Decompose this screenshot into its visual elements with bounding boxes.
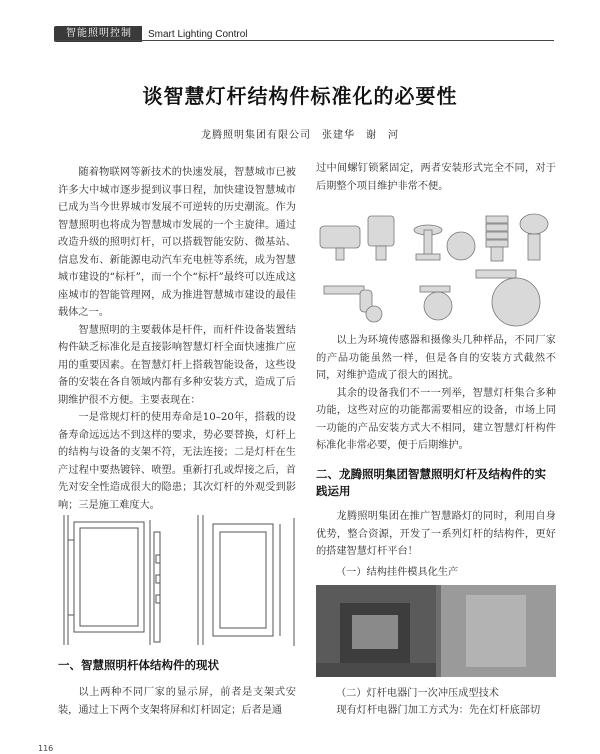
subheading-1: （一）结构挂件模具化生产: [336, 567, 459, 578]
article-title: 谈智慧灯杆结构件标准化的必要性: [142, 84, 458, 108]
display-screen-drawings: [58, 510, 298, 650]
right-body-text: [316, 508, 556, 561]
page-number: 116: [38, 744, 54, 753]
section-heading-1: 一、智慧照明杆体结构件的现状: [58, 658, 219, 672]
paragraph: 随着物联网等新技术的快速发展，智慧城市已被许多大中城市逐步提到议事日程，加快建设智慧城市已成为当今世界城市发展不可逆转的历史潮流。作为智慧照明也将成为智慧城市发展的一个主旋律。通过改造升级的照明灯杆，可以搭载智能安防、微基站、信息发布、新能源电动汽车充电桩等系统，成为智慧城市建设的“标杆”，而一个个“标杆”最终可以连成这座城市的智能管理网，成为推进智慧城市建设的最佳载体之一。: [58, 167, 296, 318]
sensor-camera-samples: [316, 206, 556, 330]
header-rule: [54, 40, 554, 41]
left-column: [58, 164, 296, 514]
article-authors: 龙腾照明集团有限公司 张建华 谢 河: [201, 130, 399, 141]
paragraph: 以上两种不同厂家的显示屏，前者是支架式安装，通过上下两个支架将屏和灯杆固定；后者是通: [58, 687, 296, 716]
section-heading-2: 二、龙腾照明集团智慧照明灯杆及结构件的实践运用: [316, 467, 546, 498]
section-label-en: Smart Lighting Control: [148, 28, 248, 40]
paragraph: 过中间螺钉锁紧固定，两者安装形式完全不同，对于后期整个项目维护非常不便。: [316, 163, 556, 192]
subheading-2: （二）灯杆电器门一次冲压成型技术: [336, 688, 499, 699]
paragraph: 其余的设备我们不一一列举，智慧灯杆集合多种功能，这些对应的功能都需要相应的设备，市场上同一功能的产品安装方式大不相同，建立智慧灯杆构件标准化非常必要，便于后期维护。: [316, 387, 556, 451]
paragraph: 龙腾照明集团在推广智慧路灯的同时，利用自身优势，整合资源，开发了一系列灯杆的结构件，更好的搭建智慧灯杆平台！: [316, 511, 556, 557]
left-bottom-text: [58, 684, 296, 719]
right-mid-text: [316, 332, 556, 455]
paragraph: 一是常规灯杆的使用寿命是10–20年，搭载的设备寿命远远达不到这样的要求，势必要替换，灯杆上的结构与设备的支架不符，无法连接；二是灯杆在生产过程中要热镀锌、喷塑。重新打孔或焊接之后，首先对安全性造成很大的隐患；其次灯杆的外观受到影响；三是施工难度大。: [58, 412, 296, 511]
paragraph: 现有灯杆电器门加工方式为：先在灯杆底部切: [336, 705, 541, 716]
right-top-text: [316, 160, 556, 195]
right-bottom-text: [316, 702, 556, 720]
paragraph: 智慧照明的主要载体是杆件，而杆件设备装置结构件缺乏标准化是直接影响智慧灯杆全面快速推广应用的重要因素。在智慧灯杆上搭载智能设备，这些设备的安装在各自领域内都有多种安装方式，造成了后期维护很不方便。主要表现在：: [58, 324, 296, 406]
section-label-cn: 智能照明控制: [54, 26, 142, 42]
paragraph: 以上为环境传感器和摄像头几种样品，不同厂家的产品功能虽然一样，但是各自的安装方式截然不同，对维护造成了很大的困扰。: [316, 335, 556, 381]
factory-photo: [316, 585, 556, 677]
